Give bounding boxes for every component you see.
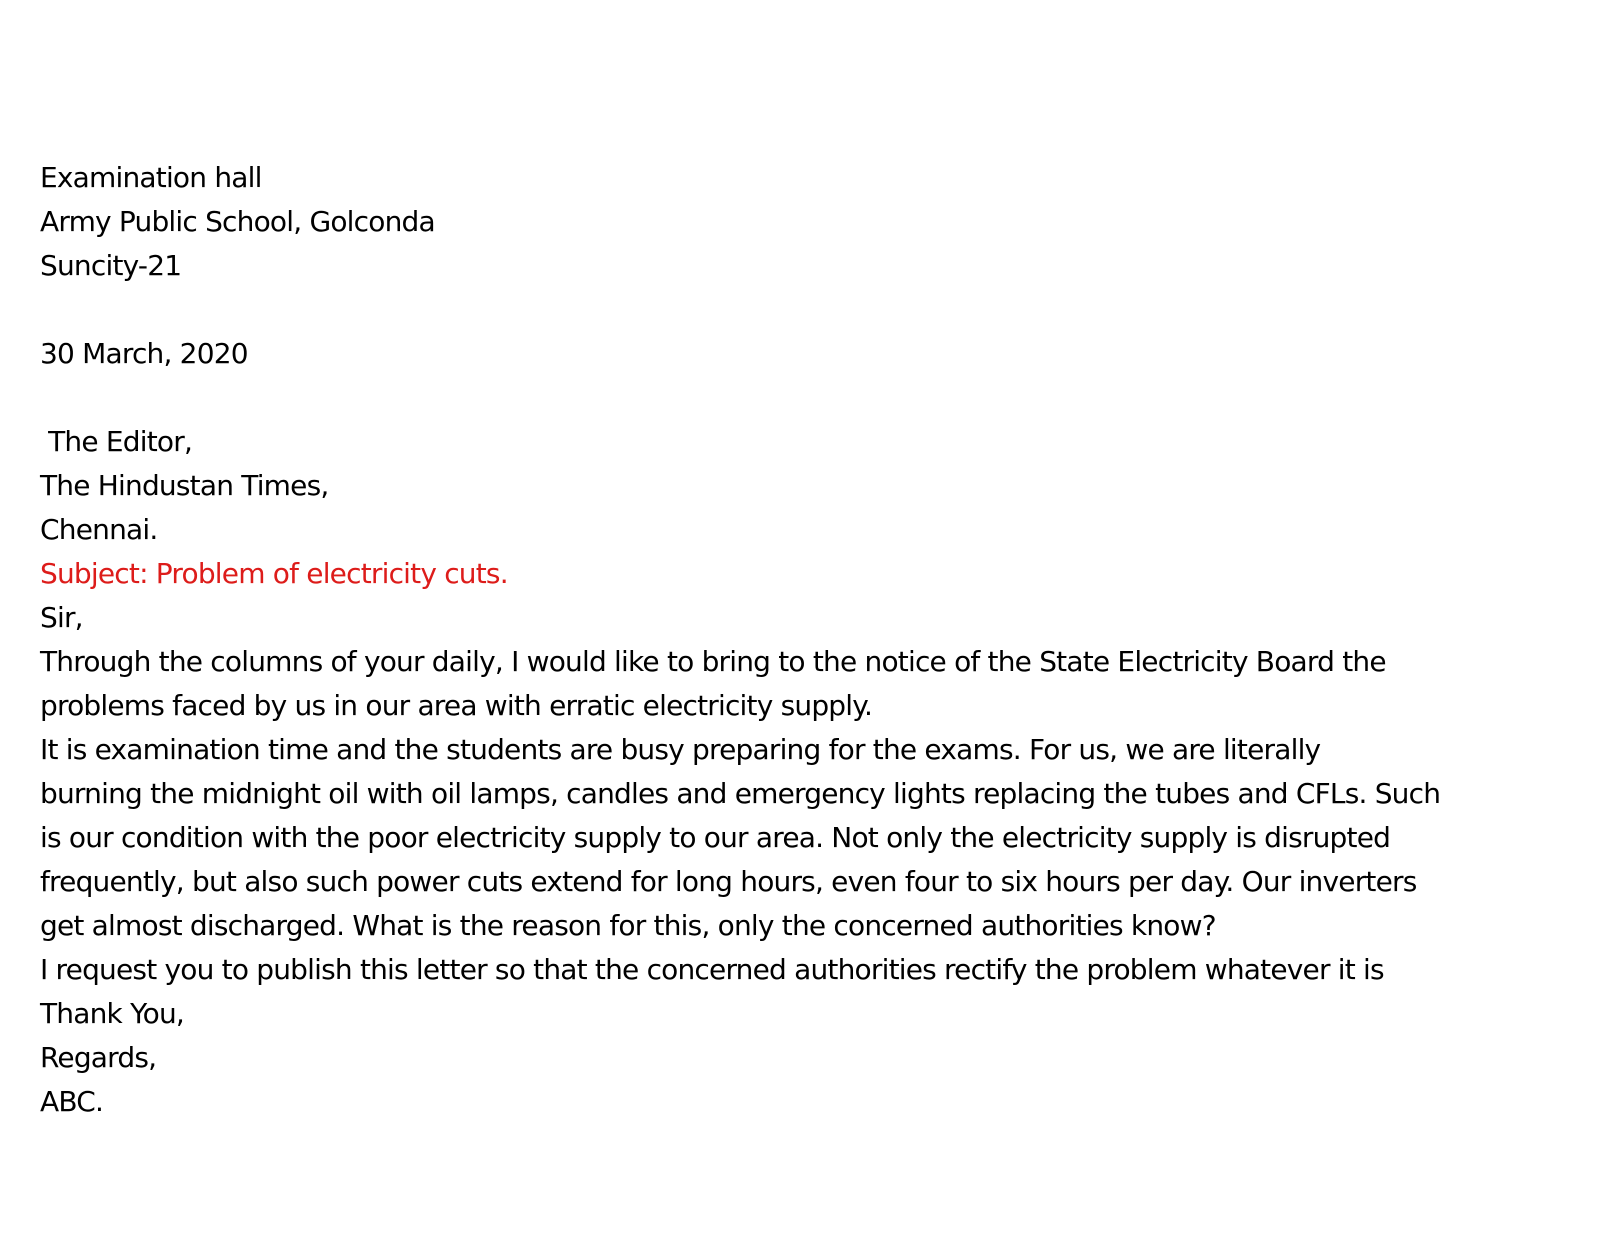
sender-address-line: Army Public School, Golconda: [40, 205, 435, 238]
closing-regards: Regards,: [40, 1041, 157, 1074]
body-line: It is examination time and the students are busy preparing for the exams. For us, we are literally: [40, 733, 1321, 766]
body-line: Through the columns of your daily, I would like to bring to the notice of the State Electricity Board the: [40, 645, 1386, 678]
body-line: is our condition with the poor electricity supply to our area. Not only the electricity supply is disrupted: [40, 821, 1391, 854]
closing-thanks: Thank You,: [40, 997, 185, 1030]
sender-address-line: Suncity-21: [40, 249, 182, 282]
body-line: problems faced by us in our area with erratic electricity supply.: [40, 689, 873, 722]
recipient-address-line: The Editor,: [40, 425, 193, 458]
body-paragraph-1: [40, 640, 1590, 728]
body-line: frequently, but also such power cuts extend for long hours, even four to six hours per day. Our inverters: [40, 865, 1417, 898]
body-paragraph-2: [40, 728, 1590, 948]
recipient-address-line: The Hindustan Times,: [40, 469, 329, 502]
body-line: get almost discharged. What is the reason for this, only the concerned authorities know?: [40, 909, 1216, 942]
body-line: I request you to publish this letter so that the concerned authorities rectify the problem whatever it is: [40, 953, 1384, 986]
recipient-address: [40, 420, 1590, 552]
recipient-address-line: Chennai.: [40, 513, 158, 546]
sender-address: [40, 156, 1590, 288]
salutation: Sir,: [40, 601, 83, 634]
signature: ABC.: [40, 1085, 104, 1118]
body-line: burning the midnight oil with oil lamps, candles and emergency lights replacing the tubes and CFLs. Such: [40, 777, 1441, 810]
body-paragraph-3: [40, 948, 1590, 992]
spacer: [40, 376, 1590, 420]
sender-address-line: Examination hall: [40, 161, 262, 194]
letter-date: 30 March, 2020: [40, 337, 248, 370]
spacer: [40, 288, 1590, 332]
letter: [40, 156, 1590, 1124]
letter-subject: Subject: Problem of electricity cuts.: [40, 557, 508, 590]
